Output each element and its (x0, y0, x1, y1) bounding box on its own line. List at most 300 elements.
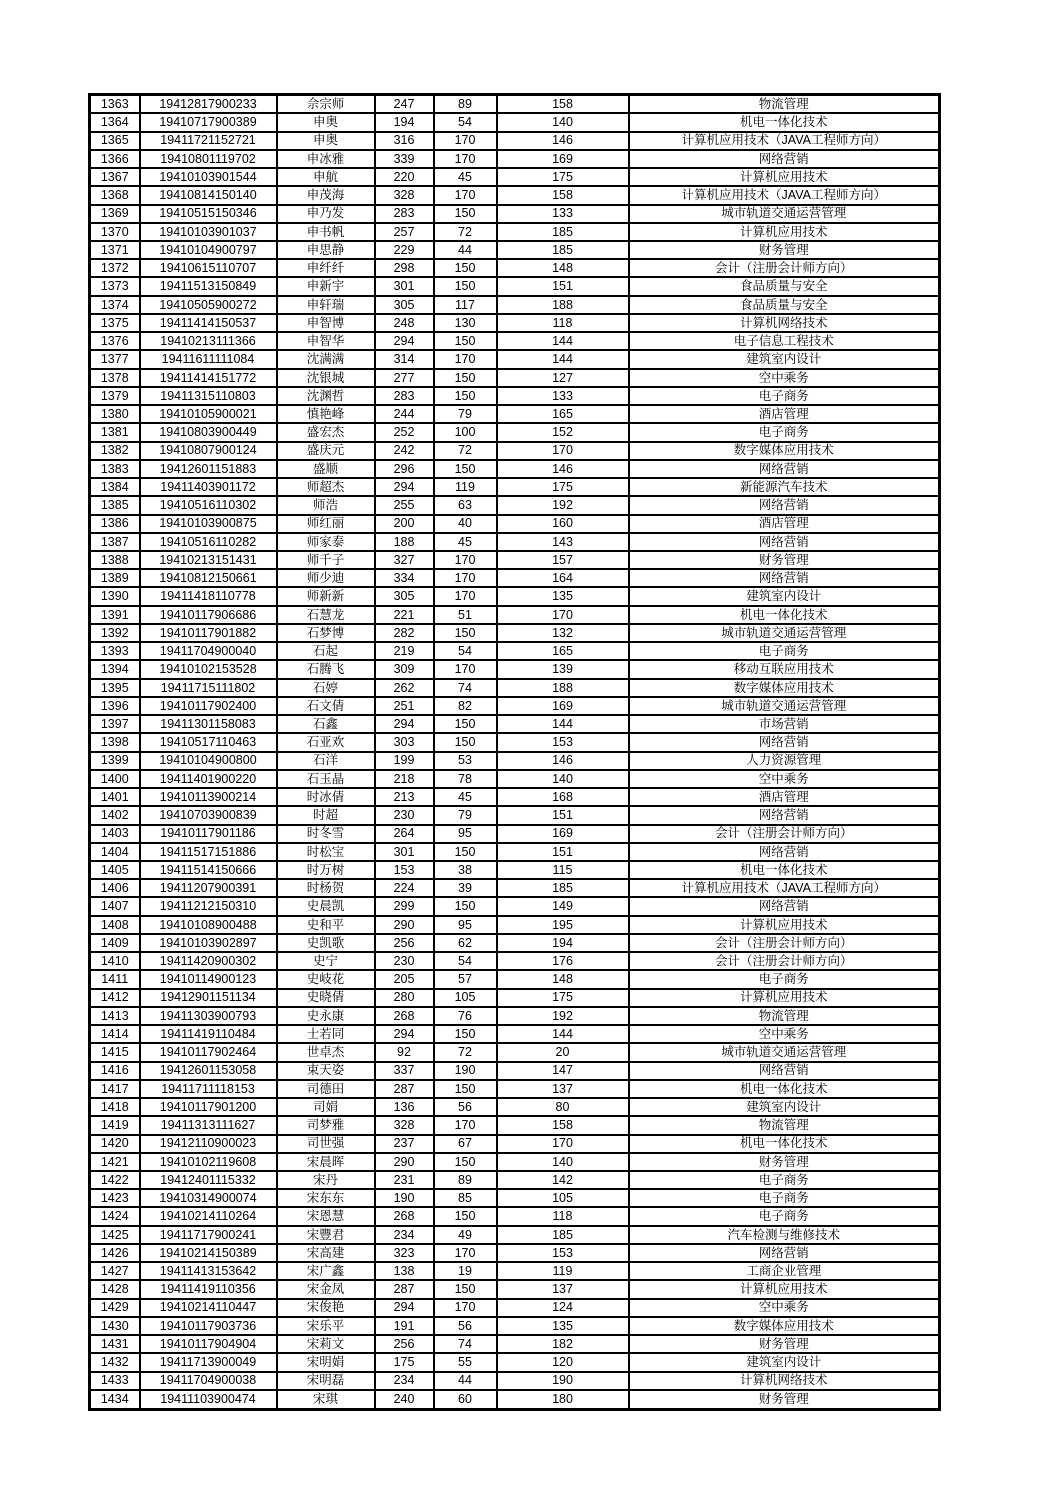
name-cell: 申冰雅 (277, 150, 375, 168)
exam-id-cell: 19410814150140 (140, 186, 277, 204)
exam-id-cell: 19411414151772 (140, 369, 277, 387)
total-score-cell: 334 (375, 569, 434, 587)
total-score-cell: 268 (375, 1007, 434, 1025)
name-cell: 史晨凯 (277, 897, 375, 915)
name-cell: 申思静 (277, 241, 375, 259)
table-row (90, 1262, 940, 1280)
seq-cell: 1431 (90, 1335, 140, 1353)
exam-id-cell: 19410213151431 (140, 551, 277, 569)
total-score-cell: 248 (375, 314, 434, 332)
score2-cell: 144 (497, 1025, 629, 1043)
score1-cell: 53 (434, 752, 497, 770)
score2-cell: 153 (497, 1244, 629, 1262)
major-cell: 电子商务 (629, 423, 940, 441)
table-row (90, 296, 940, 314)
exam-id-cell: 19412601151883 (140, 460, 277, 478)
score1-cell: 63 (434, 496, 497, 514)
table-row (90, 113, 940, 131)
seq-cell: 1364 (90, 113, 140, 131)
exam-id-cell: 19411420900302 (140, 952, 277, 970)
seq-cell: 1398 (90, 733, 140, 751)
total-score-cell: 175 (375, 1353, 434, 1371)
name-cell: 申奥 (277, 113, 375, 131)
exam-id-cell: 19410105900021 (140, 405, 277, 423)
table-row (90, 1098, 940, 1116)
seq-cell: 1430 (90, 1317, 140, 1335)
seq-cell: 1405 (90, 861, 140, 879)
total-score-cell: 247 (375, 95, 434, 114)
name-cell: 宋丹 (277, 1171, 375, 1189)
score1-cell: 72 (434, 442, 497, 460)
name-cell: 史凯歌 (277, 934, 375, 952)
major-cell: 机电一体化技术 (629, 1080, 940, 1098)
score2-cell: 133 (497, 387, 629, 405)
score1-cell: 89 (434, 95, 497, 114)
score2-cell: 146 (497, 132, 629, 150)
exam-id-cell: 19410117904904 (140, 1335, 277, 1353)
seq-cell: 1375 (90, 314, 140, 332)
exam-id-cell: 19411315110803 (140, 387, 277, 405)
total-score-cell: 328 (375, 186, 434, 204)
name-cell: 师超杰 (277, 478, 375, 496)
table-row (90, 1025, 940, 1043)
seq-cell: 1404 (90, 843, 140, 861)
score1-cell: 170 (434, 1299, 497, 1317)
exam-id-cell: 19411711118153 (140, 1080, 277, 1098)
total-score-cell: 314 (375, 350, 434, 368)
total-score-cell: 188 (375, 533, 434, 551)
score2-cell: 133 (497, 205, 629, 223)
score1-cell: 170 (434, 1116, 497, 1134)
table-row (90, 223, 940, 241)
table-row (90, 916, 940, 934)
name-cell: 史和平 (277, 916, 375, 934)
score1-cell: 150 (434, 460, 497, 478)
table-row (90, 1280, 940, 1298)
exam-id-cell: 19411517151886 (140, 843, 277, 861)
exam-id-cell: 19410516110302 (140, 496, 277, 514)
score2-cell: 137 (497, 1080, 629, 1098)
score2-cell: 151 (497, 843, 629, 861)
seq-cell: 1427 (90, 1262, 140, 1280)
name-cell: 宋广鑫 (277, 1262, 375, 1280)
exam-id-cell: 19412901151134 (140, 989, 277, 1007)
table-row (90, 515, 940, 533)
major-cell: 计算机应用技术 (629, 168, 940, 186)
name-cell: 世卓杰 (277, 1043, 375, 1061)
exam-id-cell: 19410103901037 (140, 223, 277, 241)
score2-cell: 170 (497, 1135, 629, 1153)
exam-id-cell: 19411704900040 (140, 642, 277, 660)
table-row (90, 679, 940, 697)
major-cell: 建筑室内设计 (629, 1098, 940, 1116)
seq-cell: 1392 (90, 624, 140, 642)
major-cell: 电子商务 (629, 1189, 940, 1207)
score2-cell: 175 (497, 168, 629, 186)
major-cell: 网络营销 (629, 569, 940, 587)
total-score-cell: 337 (375, 1062, 434, 1080)
table-row (90, 1135, 940, 1153)
score2-cell: 148 (497, 259, 629, 277)
total-score-cell: 221 (375, 606, 434, 624)
seq-cell: 1428 (90, 1280, 140, 1298)
name-cell: 宋莉文 (277, 1335, 375, 1353)
exam-id-cell: 19410117901186 (140, 825, 277, 843)
seq-cell: 1423 (90, 1189, 140, 1207)
total-score-cell: 230 (375, 806, 434, 824)
score1-cell: 117 (434, 296, 497, 314)
table-row (90, 1007, 940, 1025)
total-score-cell: 220 (375, 168, 434, 186)
major-cell: 数字媒体应用技术 (629, 679, 940, 697)
major-cell: 空中乘务 (629, 1299, 940, 1317)
name-cell: 士若同 (277, 1025, 375, 1043)
total-score-cell: 230 (375, 952, 434, 970)
name-cell: 石起 (277, 642, 375, 660)
name-cell: 申智博 (277, 314, 375, 332)
table-row (90, 660, 940, 678)
total-score-cell: 328 (375, 1116, 434, 1134)
score1-cell: 170 (434, 150, 497, 168)
seq-cell: 1368 (90, 186, 140, 204)
seq-cell: 1416 (90, 1062, 140, 1080)
major-cell: 市场营销 (629, 715, 940, 733)
score2-cell: 185 (497, 223, 629, 241)
total-score-cell: 305 (375, 587, 434, 605)
score2-cell: 160 (497, 515, 629, 533)
score2-cell: 151 (497, 806, 629, 824)
major-cell: 电子商务 (629, 970, 940, 988)
score1-cell: 44 (434, 241, 497, 259)
score1-cell: 79 (434, 806, 497, 824)
score1-cell: 150 (434, 1025, 497, 1043)
score1-cell: 39 (434, 879, 497, 897)
score2-cell: 119 (497, 1262, 629, 1280)
exam-id-cell: 19410108900488 (140, 916, 277, 934)
score2-cell: 158 (497, 1116, 629, 1134)
score2-cell: 188 (497, 296, 629, 314)
exam-id-cell: 19411212150310 (140, 897, 277, 915)
table-row (90, 897, 940, 915)
major-cell: 网络营销 (629, 496, 940, 514)
name-cell: 石梦博 (277, 624, 375, 642)
exam-id-cell: 19411514150666 (140, 861, 277, 879)
table-row (90, 533, 940, 551)
table-row (90, 825, 940, 843)
score1-cell: 170 (434, 551, 497, 569)
major-cell: 计算机应用技术 (629, 989, 940, 1007)
major-cell: 数字媒体应用技术 (629, 1317, 940, 1335)
major-cell: 酒店管理 (629, 405, 940, 423)
score2-cell: 149 (497, 897, 629, 915)
score2-cell: 115 (497, 861, 629, 879)
major-cell: 数字媒体应用技术 (629, 442, 940, 460)
score2-cell: 185 (497, 1226, 629, 1244)
seq-cell: 1367 (90, 168, 140, 186)
major-cell: 计算机应用技术（JAVA工程师方向） (629, 879, 940, 897)
name-cell: 师浩 (277, 496, 375, 514)
exam-id-cell: 19410117903736 (140, 1317, 277, 1335)
total-score-cell: 294 (375, 715, 434, 733)
seq-cell: 1385 (90, 496, 140, 514)
name-cell: 宋豐君 (277, 1226, 375, 1244)
name-cell: 申纤纤 (277, 259, 375, 277)
major-cell: 财务管理 (629, 551, 940, 569)
total-score-cell: 283 (375, 387, 434, 405)
score1-cell: 130 (434, 314, 497, 332)
score2-cell: 144 (497, 332, 629, 350)
table-row (90, 405, 940, 423)
major-cell: 物流管理 (629, 1116, 940, 1134)
name-cell: 盛宏杰 (277, 423, 375, 441)
major-cell: 电子商务 (629, 642, 940, 660)
total-score-cell: 268 (375, 1207, 434, 1225)
score2-cell: 143 (497, 533, 629, 551)
seq-cell: 1386 (90, 515, 140, 533)
seq-cell: 1418 (90, 1098, 140, 1116)
total-score-cell: 237 (375, 1135, 434, 1153)
score1-cell: 72 (434, 1043, 497, 1061)
score1-cell: 150 (434, 897, 497, 915)
seq-cell: 1411 (90, 970, 140, 988)
score2-cell: 175 (497, 989, 629, 1007)
seq-cell: 1366 (90, 150, 140, 168)
exam-id-cell: 19411513150849 (140, 277, 277, 295)
seq-cell: 1426 (90, 1244, 140, 1262)
score1-cell: 170 (434, 350, 497, 368)
total-score-cell: 309 (375, 660, 434, 678)
table-row (90, 606, 940, 624)
seq-cell: 1401 (90, 788, 140, 806)
total-score-cell: 305 (375, 296, 434, 314)
table-row (90, 1207, 940, 1225)
score1-cell: 150 (434, 205, 497, 223)
total-score-cell: 92 (375, 1043, 434, 1061)
total-score-cell: 194 (375, 113, 434, 131)
total-score-cell: 303 (375, 733, 434, 751)
score1-cell: 150 (434, 715, 497, 733)
name-cell: 申轩瑞 (277, 296, 375, 314)
exam-id-cell: 19410117906686 (140, 606, 277, 624)
seq-cell: 1434 (90, 1390, 140, 1410)
major-cell: 机电一体化技术 (629, 861, 940, 879)
score2-cell: 118 (497, 314, 629, 332)
seq-cell: 1391 (90, 606, 140, 624)
total-score-cell: 219 (375, 642, 434, 660)
name-cell: 师少迪 (277, 569, 375, 587)
score2-cell: 124 (497, 1299, 629, 1317)
table-row (90, 132, 940, 150)
exam-id-cell: 19411419110484 (140, 1025, 277, 1043)
table-row (90, 1171, 940, 1189)
name-cell: 申智华 (277, 332, 375, 350)
exam-id-cell: 19411207900391 (140, 879, 277, 897)
table-row (90, 205, 940, 223)
exam-id-cell: 19410214150389 (140, 1244, 277, 1262)
name-cell: 佘宗师 (277, 95, 375, 114)
exam-id-cell: 19411715111802 (140, 679, 277, 697)
name-cell: 申奥 (277, 132, 375, 150)
seq-cell: 1421 (90, 1153, 140, 1171)
major-cell: 建筑室内设计 (629, 350, 940, 368)
table-row (90, 332, 940, 350)
exam-id-cell: 19410717900389 (140, 113, 277, 131)
name-cell: 申茂海 (277, 186, 375, 204)
score2-cell: 188 (497, 679, 629, 697)
table-row (90, 241, 940, 259)
score2-cell: 165 (497, 642, 629, 660)
score2-cell: 169 (497, 150, 629, 168)
score1-cell: 150 (434, 259, 497, 277)
exam-id-cell: 19410213111366 (140, 332, 277, 350)
major-cell: 酒店管理 (629, 515, 940, 533)
exam-id-cell: 19410314900074 (140, 1189, 277, 1207)
major-cell: 网络营销 (629, 897, 940, 915)
major-cell: 城市轨道交通运营管理 (629, 1043, 940, 1061)
major-cell: 会计（注册会计师方向） (629, 952, 940, 970)
table-row (90, 551, 940, 569)
seq-cell: 1413 (90, 1007, 140, 1025)
major-cell: 财务管理 (629, 1390, 940, 1410)
total-score-cell: 294 (375, 478, 434, 496)
table-row (90, 1062, 940, 1080)
total-score-cell: 280 (375, 989, 434, 1007)
score1-cell: 150 (434, 1080, 497, 1098)
table-row (90, 1080, 940, 1098)
score2-cell: 146 (497, 752, 629, 770)
seq-cell: 1410 (90, 952, 140, 970)
total-score-cell: 290 (375, 916, 434, 934)
name-cell: 史晓倩 (277, 989, 375, 1007)
name-cell: 盛庆元 (277, 442, 375, 460)
table-row (90, 642, 940, 660)
name-cell: 宋金凤 (277, 1280, 375, 1298)
major-cell: 空中乘务 (629, 770, 940, 788)
score1-cell: 45 (434, 533, 497, 551)
major-cell: 网络营销 (629, 806, 940, 824)
name-cell: 司娟 (277, 1098, 375, 1116)
score2-cell: 192 (497, 1007, 629, 1025)
score2-cell: 118 (497, 1207, 629, 1225)
name-cell: 沈渊哲 (277, 387, 375, 405)
score-table (88, 93, 941, 1411)
table-row (90, 1153, 940, 1171)
score2-cell: 140 (497, 1153, 629, 1171)
seq-cell: 1395 (90, 679, 140, 697)
name-cell: 史宁 (277, 952, 375, 970)
exam-id-cell: 19410104900800 (140, 752, 277, 770)
name-cell: 宋明磊 (277, 1372, 375, 1390)
exam-id-cell: 19410703900839 (140, 806, 277, 824)
table-row (90, 150, 940, 168)
total-score-cell: 287 (375, 1080, 434, 1098)
seq-cell: 1412 (90, 989, 140, 1007)
name-cell: 宋高建 (277, 1244, 375, 1262)
total-score-cell: 252 (375, 423, 434, 441)
major-cell: 空中乘务 (629, 369, 940, 387)
total-score-cell: 323 (375, 1244, 434, 1262)
table-row (90, 989, 940, 1007)
score1-cell: 56 (434, 1317, 497, 1335)
seq-cell: 1377 (90, 350, 140, 368)
table-row (90, 788, 940, 806)
exam-id-cell: 19410102153528 (140, 660, 277, 678)
seq-cell: 1415 (90, 1043, 140, 1061)
seq-cell: 1394 (90, 660, 140, 678)
name-cell: 石慧龙 (277, 606, 375, 624)
name-cell: 宋恩慧 (277, 1207, 375, 1225)
score2-cell: 147 (497, 1062, 629, 1080)
major-cell: 空中乘务 (629, 1025, 940, 1043)
total-score-cell: 256 (375, 934, 434, 952)
name-cell: 师新新 (277, 587, 375, 605)
table-row (90, 186, 940, 204)
seq-cell: 1369 (90, 205, 140, 223)
major-cell: 财务管理 (629, 1335, 940, 1353)
score2-cell: 127 (497, 369, 629, 387)
seq-cell: 1389 (90, 569, 140, 587)
exam-id-cell: 19411303900793 (140, 1007, 277, 1025)
score2-cell: 185 (497, 241, 629, 259)
seq-cell: 1432 (90, 1353, 140, 1371)
table-row (90, 770, 940, 788)
exam-id-cell: 19412401115332 (140, 1171, 277, 1189)
name-cell: 师红丽 (277, 515, 375, 533)
seq-cell: 1420 (90, 1135, 140, 1153)
score1-cell: 76 (434, 1007, 497, 1025)
exam-id-cell: 19411403901172 (140, 478, 277, 496)
name-cell: 宋琪 (277, 1390, 375, 1410)
total-score-cell: 242 (375, 442, 434, 460)
exam-id-cell: 19410812150661 (140, 569, 277, 587)
seq-cell: 1383 (90, 460, 140, 478)
seq-cell: 1376 (90, 332, 140, 350)
seq-cell: 1379 (90, 387, 140, 405)
name-cell: 申书帆 (277, 223, 375, 241)
major-cell: 计算机网络技术 (629, 1372, 940, 1390)
score1-cell: 150 (434, 1153, 497, 1171)
table-row (90, 478, 940, 496)
table-row (90, 496, 940, 514)
score1-cell: 74 (434, 679, 497, 697)
exam-id-cell: 19410103900875 (140, 515, 277, 533)
name-cell: 司梦雅 (277, 1116, 375, 1134)
score1-cell: 19 (434, 1262, 497, 1280)
total-score-cell: 316 (375, 132, 434, 150)
name-cell: 宋明娟 (277, 1353, 375, 1371)
name-cell: 石洋 (277, 752, 375, 770)
table-row (90, 806, 940, 824)
major-cell: 电子信息工程技术 (629, 332, 940, 350)
name-cell: 石文倩 (277, 697, 375, 715)
major-cell: 建筑室内设计 (629, 587, 940, 605)
seq-cell: 1400 (90, 770, 140, 788)
score1-cell: 170 (434, 569, 497, 587)
score2-cell: 170 (497, 606, 629, 624)
score2-cell: 194 (497, 934, 629, 952)
major-cell: 网络营销 (629, 150, 940, 168)
name-cell: 申新宇 (277, 277, 375, 295)
score1-cell: 54 (434, 113, 497, 131)
total-score-cell: 327 (375, 551, 434, 569)
seq-cell: 1388 (90, 551, 140, 569)
name-cell: 石亚欢 (277, 733, 375, 751)
table-row (90, 168, 940, 186)
score2-cell: 140 (497, 770, 629, 788)
total-score-cell: 294 (375, 1299, 434, 1317)
score2-cell: 20 (497, 1043, 629, 1061)
score1-cell: 79 (434, 405, 497, 423)
